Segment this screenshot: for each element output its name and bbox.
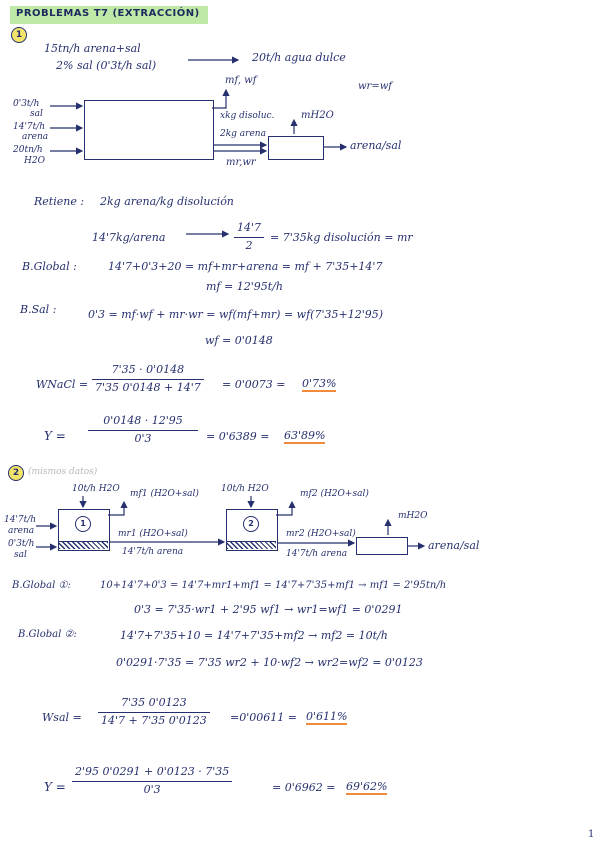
problem-2-number: 2	[8, 465, 24, 481]
p1-wr-eq: wr=wf	[358, 81, 392, 92]
p1-bglobal-label: B.Global :	[22, 260, 77, 273]
p2-bg1-label: B.Global ①:	[12, 580, 71, 591]
p1-in-sal-b: sal	[30, 109, 43, 119]
p1-wnacl-final: 0'73%	[302, 377, 337, 390]
p1-calc1-left: 14'7kg/arena	[92, 231, 166, 244]
p2-in-b: arena	[8, 526, 35, 536]
p2-water-in-1: 10t/h H2O	[72, 484, 120, 494]
p1-bsal-label: B.Sal :	[20, 303, 57, 316]
problem-1-number: 1	[11, 27, 27, 43]
p2-bg1-eq2: 0'3 = 7'35·wr1 + 2'95 wf1 → wr1=wf1 = 0'0291	[134, 603, 403, 616]
p2-y-label: Y =	[44, 780, 66, 794]
p1-wnacl-den: 7'35 0'0148 + 14'7	[95, 380, 201, 394]
p1-mf-result: mf = 12'95t/h	[206, 280, 283, 293]
p2-wsal-label: Wsal =	[42, 711, 82, 724]
p2-stage1-label: 1	[75, 516, 91, 532]
p2-water-in-2: 10t/h H2O	[221, 484, 269, 494]
p2-mh2o: mH2O	[398, 511, 428, 521]
p1-in-sal-a: 0'3t/h	[13, 99, 40, 109]
p1-bsal-eq: 0'3 = mf·wf + mr·wr = wf(mf+mr) = wf(7'35+12'95)	[88, 308, 384, 321]
page-title: PROBLEMAS T7 (EXTRACCIÓN)	[10, 6, 208, 24]
p2-note: (mismos datos)	[28, 467, 98, 477]
p2-stage2-label: 2	[243, 516, 259, 532]
p2-mr1-b: 14'7t/h arena	[122, 547, 184, 557]
p1-in-arena-b: arena	[22, 132, 49, 142]
p1-y-label: Y =	[44, 429, 66, 443]
p1-wnacl-label: WNaCl =	[36, 378, 89, 391]
p2-in-d: sal	[14, 550, 27, 560]
p2-mr1: mr1 (H2O+sal)	[118, 529, 188, 539]
p1-calc1-right: = 7'35kg disolución = mr	[270, 231, 413, 244]
p1-wf-result: wf = 0'0148	[205, 334, 273, 347]
p2-mr2: mr2 (H2O+sal)	[286, 529, 356, 539]
p1-wnacl-result: = 0'0073 =	[222, 378, 286, 391]
p1-y-result: = 0'6389 =	[206, 430, 270, 443]
p2-wsal-den: 14'7 + 7'35 0'0123	[101, 713, 207, 727]
p1-stream-arena: 2kg arena	[220, 129, 266, 139]
p1-in-h2o-b: H2O	[24, 156, 45, 166]
p1-y-final: 63'89%	[284, 429, 326, 442]
p2-in-a: 14'7t/h	[4, 515, 37, 525]
p2-y-final: 69'62%	[346, 780, 388, 793]
p1-calc1-frac-den: 2	[245, 238, 253, 252]
p1-stream-dis: xkg disoluc.	[220, 111, 275, 121]
p2-wsal-num: 7'35 0'0123	[121, 696, 187, 709]
p1-retiene-label: Retiene :	[34, 195, 85, 208]
p2-mf1: mf1 (H2O+sal)	[130, 489, 199, 499]
page-number: 1	[588, 829, 595, 840]
p2-in-c: 0'3t/h	[8, 539, 35, 549]
p2-y-result: = 0'6962 =	[272, 781, 336, 794]
p1-water-in: 20t/h agua dulce	[252, 51, 346, 64]
p2-wsal-result: =0'00611 =	[230, 711, 297, 724]
p1-feed-line2: 2% sal (0'3t/h sal)	[56, 59, 157, 72]
p1-out: arena/sal	[350, 139, 402, 152]
p2-mr2-b: 14'7t/h arena	[286, 549, 348, 559]
p1-y-num: 0'0148 · 12'95	[103, 414, 183, 427]
p2-y-den: 0'3	[143, 782, 161, 796]
p2-bg2-eq: 14'7+7'35+10 = 14'7+7'35+mf2 → mf2 = 10t/h	[120, 629, 388, 642]
p2-bg2-eq2: 0'0291·7'35 = 7'35 wr2 + 10·wf2 → wr2=wf2 = 0'0123	[116, 656, 423, 669]
p1-mh2o: mH2O	[301, 110, 334, 121]
p2-wsal-final: 0'611%	[306, 710, 348, 723]
p1-mr-label: mr,wr	[226, 157, 256, 168]
p1-mf-label: mf, wf	[225, 75, 257, 86]
p1-y-den: 0'3	[134, 431, 152, 445]
p1-retiene-value: 2kg arena/kg disolución	[100, 195, 234, 208]
p1-feed-line1: 15tn/h arena+sal	[44, 42, 141, 55]
p1-in-h2o-a: 20tn/h	[13, 145, 43, 155]
p1-bglobal-eq: 14'7+0'3+20 = mf+mr+arena = mf + 7'35+14'7	[108, 260, 383, 273]
p1-calc1-frac-num: 14'7	[237, 221, 262, 234]
p2-bg2-label: B.Global ②:	[18, 629, 77, 640]
p2-out: arena/sal	[428, 539, 480, 552]
p2-mf2: mf2 (H2O+sal)	[300, 489, 369, 499]
p2-y-num: 2'95 0'0291 + 0'0123 · 7'35	[75, 765, 230, 778]
p1-wnacl-num: 7'35 · 0'0148	[111, 363, 185, 376]
p1-in-arena-a: 14'7t/h	[13, 122, 46, 132]
p2-bg1-eq: 10+14'7+0'3 = 14'7+mr1+mf1 = 14'7+7'35+mf1 → mf1 = 2'95tn/h	[100, 580, 447, 591]
